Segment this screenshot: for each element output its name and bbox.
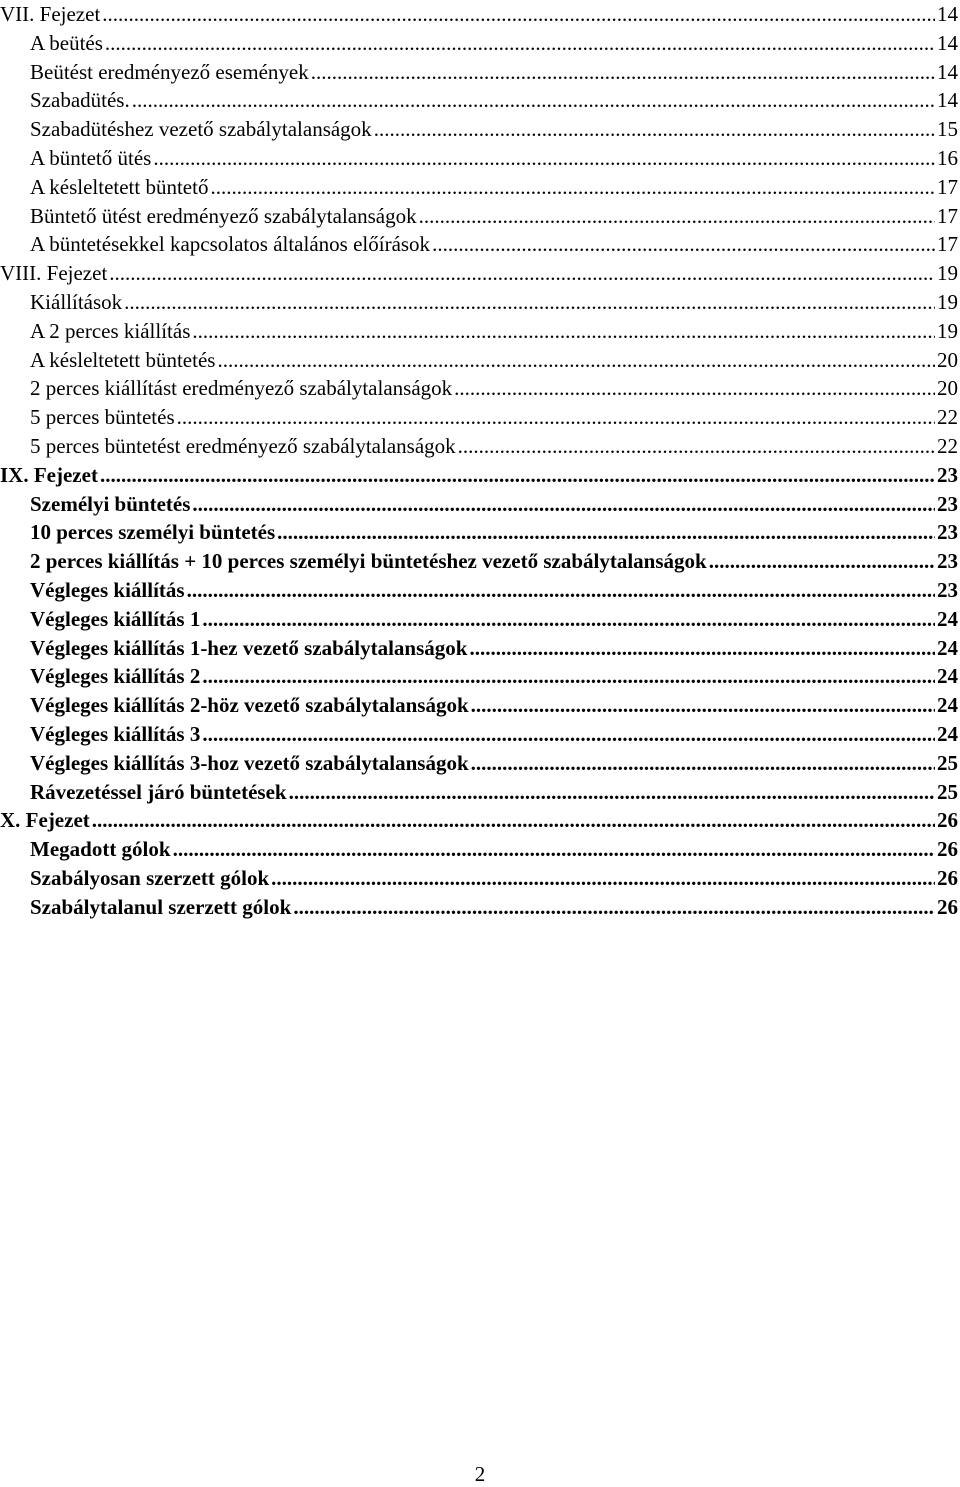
toc-entry-page: 24 bbox=[937, 693, 958, 718]
toc-entry-page: 23 bbox=[937, 462, 958, 487]
toc-dot-leader bbox=[311, 58, 935, 87]
toc-entry-title: A beütés bbox=[30, 30, 103, 55]
toc-dot-leader bbox=[124, 288, 935, 317]
toc-entry-page: 23 bbox=[937, 491, 958, 516]
toc-entry[interactable] bbox=[30, 634, 958, 663]
page-number: 2 bbox=[474, 1462, 486, 1486]
toc-entry-page: 19 bbox=[937, 318, 958, 343]
toc-entry-title: 2 perces kiállítást eredményező szabálytalanságok bbox=[30, 376, 453, 401]
toc-entry-title: Végleges kiállítás 2 bbox=[30, 664, 201, 689]
toc-entry-page: 23 bbox=[937, 520, 958, 545]
toc-entry-page: 24 bbox=[937, 722, 958, 746]
toc-entry[interactable] bbox=[30, 230, 958, 259]
toc-entry-page: 22 bbox=[937, 434, 958, 458]
toc-entry-page: 19 bbox=[937, 261, 958, 286]
toc-entry[interactable] bbox=[30, 547, 958, 576]
toc-entry-title: A késleltetett büntető bbox=[30, 174, 209, 199]
toc-entry-title: Végleges kiállítás 3-hoz vezető szabálytalanságok bbox=[30, 750, 469, 775]
toc-entry-page: 25 bbox=[937, 750, 958, 775]
toc-entry[interactable] bbox=[30, 403, 958, 432]
toc-entry-title: 2 perces kiállítás + 10 perces személyi büntetéshez vezető szabálytalanságok bbox=[30, 549, 707, 574]
toc-dot-leader bbox=[153, 144, 935, 173]
toc-dot-leader bbox=[432, 230, 935, 259]
toc-dot-leader bbox=[374, 115, 935, 144]
toc-entry-page: 26 bbox=[937, 866, 958, 890]
toc-entry[interactable] bbox=[30, 432, 958, 461]
toc-entry[interactable] bbox=[30, 720, 958, 749]
toc-entry[interactable] bbox=[30, 144, 958, 173]
toc-entry-title: Megadott gólok bbox=[30, 837, 171, 862]
toc-entry-page: 26 bbox=[937, 894, 958, 919]
toc-dot-leader bbox=[210, 173, 935, 202]
toc-entry-page: 16 bbox=[937, 146, 958, 170]
toc-entry-page: 14 bbox=[937, 30, 958, 55]
toc-dot-leader bbox=[187, 576, 935, 605]
toc-entry[interactable] bbox=[30, 605, 958, 634]
toc-entry-page: 17 bbox=[937, 232, 958, 257]
toc-entry-title: 10 perces személyi büntetés bbox=[30, 520, 276, 545]
toc-entry[interactable] bbox=[30, 864, 958, 893]
toc-entry[interactable] bbox=[30, 374, 958, 403]
toc-dot-leader bbox=[92, 806, 935, 835]
toc-entry[interactable] bbox=[30, 288, 958, 317]
toc-dot-leader bbox=[109, 259, 935, 288]
toc-dot-leader bbox=[105, 29, 935, 58]
toc-entry-title: Büntető ütést eredményező szabálytalanságok bbox=[30, 203, 417, 228]
toc-entry-page: 25 bbox=[937, 779, 958, 804]
toc-entry[interactable] bbox=[30, 58, 958, 87]
toc-dot-leader bbox=[192, 317, 935, 346]
toc-dot-leader bbox=[202, 605, 935, 634]
toc-entry[interactable] bbox=[30, 86, 958, 115]
toc-entry-title: VII. Fejezet bbox=[0, 2, 101, 26]
toc-entry-title: Szabályosan szerzett gólok bbox=[30, 866, 270, 890]
toc-entry-title: Szabadütéshez vezető szabálytalanságok bbox=[30, 117, 372, 142]
toc-dot-leader bbox=[293, 893, 935, 922]
toc-entry-page: 24 bbox=[937, 635, 958, 660]
toc-entry-page: 14 bbox=[937, 2, 958, 26]
toc-entry-title: A büntetésekkel kapcsolatos általános előírások bbox=[30, 232, 431, 257]
toc-entry[interactable] bbox=[30, 518, 958, 547]
toc-entry[interactable] bbox=[30, 835, 958, 864]
toc-entry-page: 14 bbox=[937, 59, 958, 84]
toc-dot-leader bbox=[271, 864, 935, 893]
toc-entry-title: Beütést eredményező események bbox=[30, 59, 309, 84]
toc-entry[interactable] bbox=[30, 778, 958, 807]
toc-entry-page: 19 bbox=[937, 290, 958, 314]
toc-entry[interactable] bbox=[30, 346, 958, 375]
toc-entry-page: 24 bbox=[937, 664, 958, 689]
toc-entry-title: Végleges kiállítás 1-hez vezető szabálytalanságok bbox=[30, 635, 468, 660]
toc-entry-title: A 2 perces kiállítás bbox=[30, 318, 191, 343]
toc-dot-leader bbox=[454, 374, 935, 403]
toc-entry-title: Végleges kiállítás 3 bbox=[30, 722, 201, 746]
toc-dot-leader bbox=[202, 720, 935, 749]
toc-entry-title: Kiállítások bbox=[30, 290, 123, 314]
toc-entry-page: 20 bbox=[937, 347, 958, 372]
toc-entry[interactable] bbox=[0, 806, 958, 835]
toc-entry[interactable] bbox=[30, 893, 958, 922]
toc-dot-leader bbox=[173, 835, 935, 864]
toc-entry-title: Végleges kiállítás 2-höz vezető szabálytalanságok bbox=[30, 693, 469, 718]
toc-entry-page: 17 bbox=[937, 203, 958, 228]
toc-entry[interactable] bbox=[30, 115, 958, 144]
toc-entry[interactable] bbox=[0, 259, 958, 288]
toc-entry[interactable] bbox=[0, 0, 958, 29]
toc-entry[interactable] bbox=[30, 317, 958, 346]
toc-dot-leader bbox=[100, 461, 935, 490]
toc-entry-title: A késleltetett büntetés bbox=[30, 347, 216, 372]
toc-entry-title: Végleges kiállítás bbox=[30, 578, 185, 602]
toc-dot-leader bbox=[289, 778, 935, 807]
toc-entry[interactable] bbox=[30, 691, 958, 720]
toc-dot-leader bbox=[102, 0, 935, 29]
toc-entry-title: Rávezetéssel járó büntetések bbox=[30, 779, 287, 804]
toc-dot-leader bbox=[419, 202, 935, 231]
toc-entry-title: VIII. Fejezet bbox=[0, 261, 108, 286]
toc-entry-page: 14 bbox=[937, 88, 958, 113]
toc-entry-title: 5 perces büntetés bbox=[30, 405, 175, 430]
toc-entry-page: 26 bbox=[937, 837, 958, 862]
toc-dot-leader bbox=[277, 518, 935, 547]
toc-entry[interactable] bbox=[30, 202, 958, 231]
toc-entry[interactable] bbox=[30, 173, 958, 202]
toc-dot-leader bbox=[132, 86, 935, 115]
toc-dot-leader bbox=[709, 547, 935, 576]
toc-entry-page: 23 bbox=[937, 578, 958, 602]
toc-entry-title: A büntető ütés bbox=[30, 146, 152, 170]
toc-dot-leader bbox=[217, 346, 935, 375]
toc-entry-page: 17 bbox=[937, 174, 958, 199]
toc-entry-page: 26 bbox=[937, 808, 958, 833]
toc-entry[interactable] bbox=[0, 461, 958, 490]
toc-entry[interactable] bbox=[30, 662, 958, 691]
toc-entry-title: Szabadütés. bbox=[30, 88, 130, 113]
toc-dot-leader bbox=[458, 432, 935, 461]
toc-entry-title: Szabálytalanul szerzett gólok bbox=[30, 894, 292, 919]
toc-entry-title: X. Fejezet bbox=[0, 808, 90, 833]
toc-entry-page: 22 bbox=[937, 405, 958, 430]
toc-entry[interactable] bbox=[30, 490, 958, 519]
toc-dot-leader bbox=[202, 662, 935, 691]
toc-entry-title: 5 perces büntetést eredményező szabálytalanságok bbox=[30, 434, 456, 458]
toc-dot-leader bbox=[192, 490, 935, 519]
toc-entry-title: Végleges kiállítás 1 bbox=[30, 606, 201, 631]
toc-entry[interactable] bbox=[30, 749, 958, 778]
toc-entry-page: 23 bbox=[937, 549, 958, 574]
toc-dot-leader bbox=[177, 403, 935, 432]
toc-entry-page: 24 bbox=[937, 606, 958, 631]
toc-entry-page: 15 bbox=[937, 117, 958, 142]
toc-dot-leader bbox=[471, 691, 935, 720]
toc-entry-title: Személyi büntetés bbox=[30, 491, 191, 516]
toc-entry[interactable] bbox=[30, 29, 958, 58]
toc-entry[interactable] bbox=[30, 576, 958, 605]
toc-dot-leader bbox=[471, 749, 935, 778]
toc-dot-leader bbox=[469, 634, 935, 663]
toc-entry-page: 20 bbox=[937, 376, 958, 401]
toc-entry-title: IX. Fejezet bbox=[0, 462, 98, 487]
